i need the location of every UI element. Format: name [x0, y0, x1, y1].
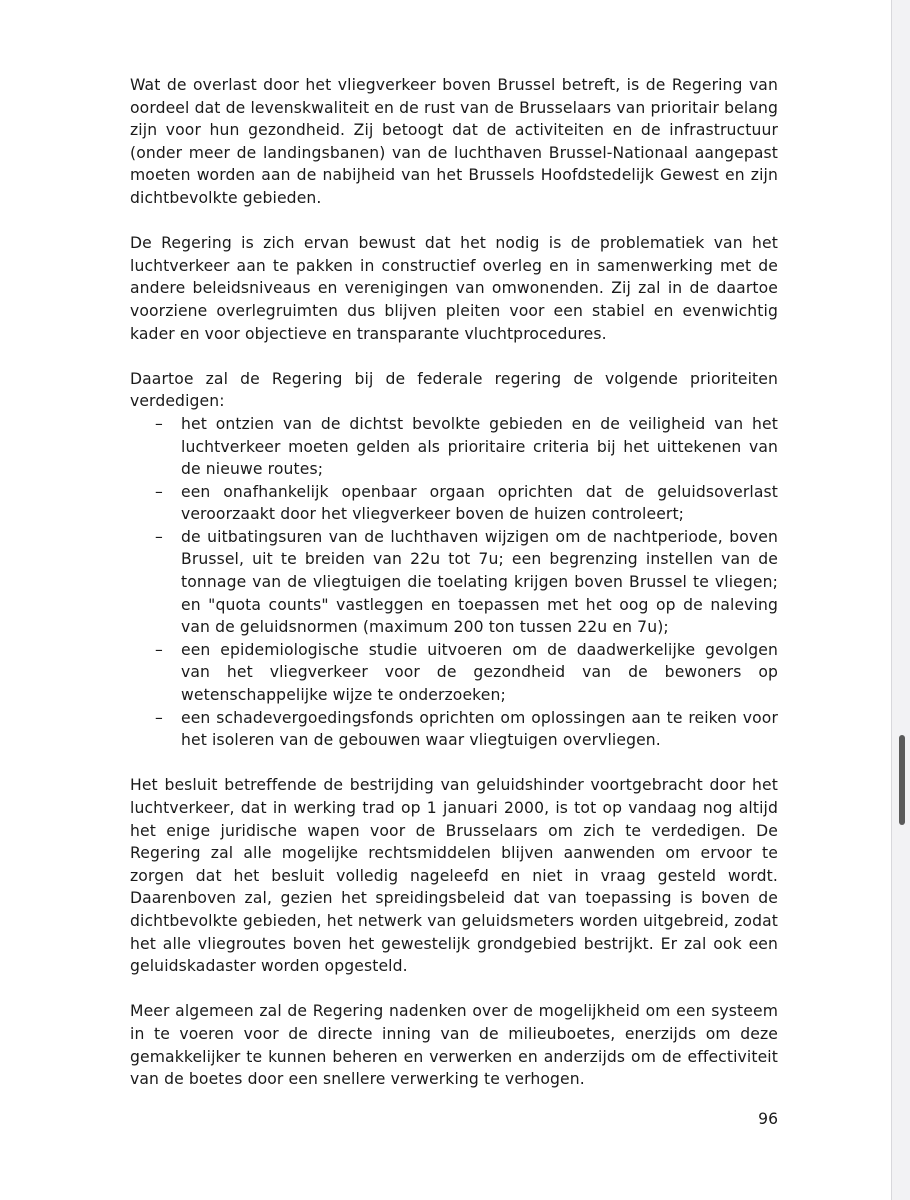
list-item-text: een onafhankelijk openbaar orgaan oprichten dat de geluidsoverlast veroorzaakt door het vliegverkeer boven de huizen controleert;: [181, 482, 778, 524]
dash-bullet: –: [155, 708, 163, 727]
dash-bullet: –: [155, 482, 163, 501]
list-item: [130, 413, 778, 481]
document-body: [130, 74, 778, 1113]
dash-bullet: –: [155, 527, 163, 546]
list-item-text: een schadevergoedingsfonds oprichten om oplossingen aan te reiken voor het isoleren van de gebouwen waar vliegtuigen overvliegen.: [181, 708, 778, 750]
paragraph-aircraft-noise: Wat de overlast door het vliegverkeer boven Brussel betreft, is de Regering van oordeel dat de levenskwaliteit en de rust van de Brusselaars van prioritair belang zijn voor hun gezondheid. Zij betoogt dat de activiteiten en de infrastructuur (onder meer de landingsbanen) van de luchthaven Brussel-Nationaal aangepast moeten worden aan de nabijheid van het Brussels Hoofdstedelijk Gewest en zijn dichtbevolkte gebieden.: [130, 76, 778, 207]
list-item-text: het ontzien van de dichtst bevolkte gebieden en de veiligheid van het luchtverkeer moeten gelden als prioritaire criteria bij het uittekenen van de nieuwe routes;: [181, 414, 778, 479]
paragraph-priorities-intro: Daartoe zal de Regering bij de federale regering de volgende prioriteiten verdedigen:: [130, 369, 778, 411]
list-item: [130, 707, 778, 752]
list-item-text: een epidemiologische studie uitvoeren om de daadwerkelijke gevolgen van het vliegverkeer voor de gezondheid van de bewoners op wetenschappelijke wijze te onderzoeken;: [181, 640, 778, 705]
priorities-list: [130, 413, 778, 752]
paragraph-environmental-fines: Meer algemeen zal de Regering nadenken over de mogelijkheid om een systeem in te voeren voor de directe inning van de milieuboetes, enerzijds om deze gemakkelijker te kunnen beheren en verwerken en anderzijds om de effectiviteit van de boetes door een snellere verwerking te verhogen.: [130, 1002, 778, 1089]
dash-bullet: –: [155, 414, 163, 433]
list-item: [130, 481, 778, 526]
dash-bullet: –: [155, 640, 163, 659]
page-number: 96: [758, 1110, 778, 1128]
list-item: [130, 526, 778, 639]
page-edge-divider: [891, 0, 892, 1200]
list-item: [130, 639, 778, 707]
scrollbar-thumb[interactable]: [899, 735, 905, 825]
list-item-text: de uitbatingsuren van de luchthaven wijzigen om de nachtperiode, boven Brussel, uit te breiden van 22u tot 7u; een begrenzing instellen van de tonnage van de vliegtuigen die toelating krijgen boven Brussel te vliegen; en "quota counts" vastleggen en toepassen met het oog op de naleving van de geluidsnormen (maximum 200 ton tussen 22u en 7u);: [181, 527, 778, 637]
paragraph-consultation: De Regering is zich ervan bewust dat het nodig is de problematiek van het luchtverkeer aan te pakken in constructief overleg en in samenwerking met de andere beleidsniveaus en verenigingen van omwonenden. Zij zal in de daartoe voorziene overlegruimten dus blijven pleiten voor een stabiel en evenwichtig kader en voor objectieve en transparante vluchtprocedures.: [130, 234, 778, 343]
paragraph-noise-decree: Het besluit betreffende de bestrijding van geluidshinder voortgebracht door het luchtverkeer, dat in werking trad op 1 januari 2000, is tot op vandaag nog altijd het enige juridische wapen voor de Brusselaars om zich te verdedigen. De Regering zal alle mogelijke rechtsmiddelen blijven aanwenden om ervoor te zorgen dat het besluit volledig nageleefd en niet in vraag gesteld wordt. Daarenboven zal, gezien het spreidingsbeleid dat van toepassing is boven de dichtbevolkte gebieden, het netwerk van geluidsmeters worden uitgebreid, zodat het alle vliegroutes boven het gewestelijk grondgebied bestrijkt. Er zal ook een geluidskadaster worden opgesteld.: [130, 776, 778, 976]
